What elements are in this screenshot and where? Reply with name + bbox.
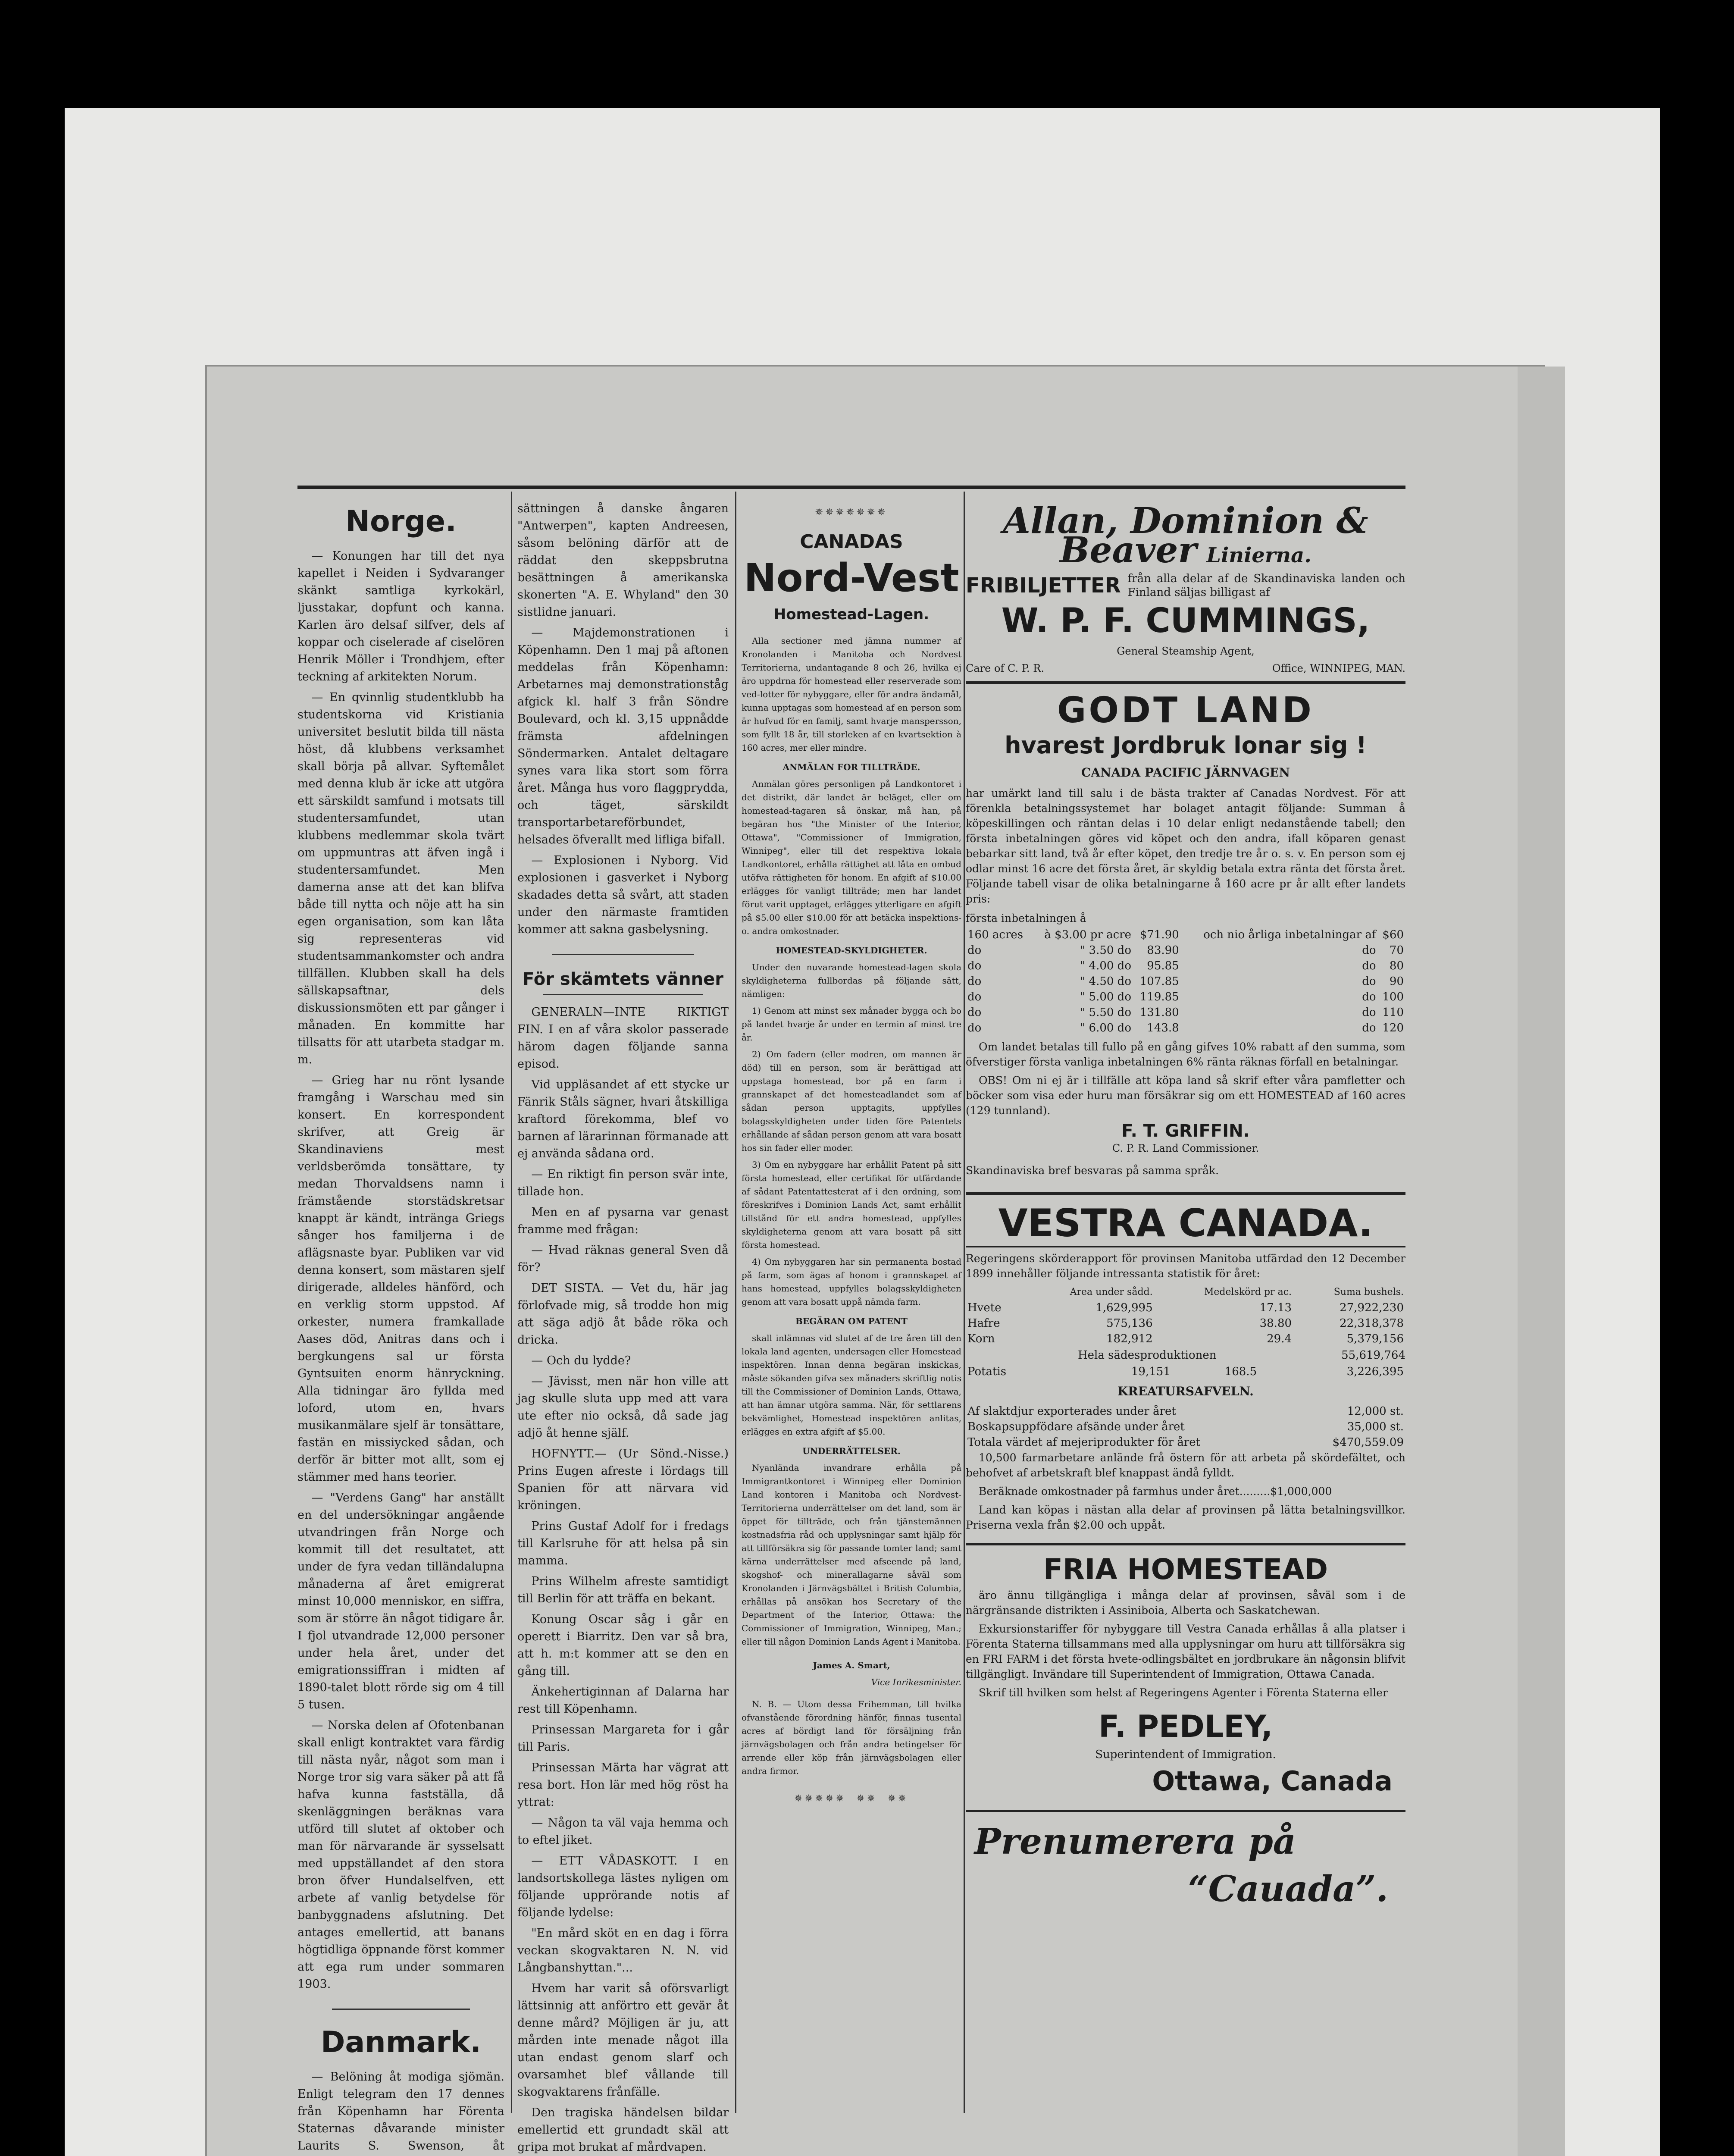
joke-paragraph: Änkehertiginnan af Dalarna har rest till Köpenhamn. xyxy=(517,1685,729,1716)
law-paragraph: 3) Om en nybyggare har erhållit Patent på sitt första homestead, eller certifikat för utfärdande af sådant Patentattesterat af i den ordning, som föreskrifves i Dominion Lands Act, samt erhållit tillstånd för ett andra homestead, uppfylles skyldigheterna genom att vara bosatt på sitt första homestead. xyxy=(742,1159,961,1250)
joke-paragraph: Prins Wilhelm afreste samtidigt till Berlin för att träffa en bekant. xyxy=(517,1575,729,1605)
table-cell: $71.90 xyxy=(1139,928,1179,941)
table-cell: 12,000 st. xyxy=(1347,1405,1404,1418)
ad-allan-linierna: Linierna. xyxy=(1206,543,1311,567)
joke-paragraph: Hvem har varit så oförsvarligt lättsinnig att anförtro ett gevär åt denne mård? Möjligen är ju, att mården inte menade något illa utan endast genom slarf och ovarsamhet blef vållande till skogvaktarens frånfälle. xyxy=(517,1982,729,2099)
article-paragraph: — En qvinnlig studentklubb ha studentskorna vid Kristiania universitet beslutit bilda till nästa höst, då klubbens verksamhet skall börja på allvar. Syftemålet med denna klub är icke att utgöra ett särskildt samfund i motsats till studentersamfundet, utan klubbens medlemmar skola tvärt om uppmuntras att äfven ingå i studentersamfundet. Men damerna anse att det kan blifva både till nytta och nöje att ha sin egen organisation, som kan låta sig representeras vid studentsammankomster och andra tillfällen. Klubben skall ha dels sällskapsaftnar, dels diskussionsmöten ett par gånger i månaden. En kommitte har tillsatts för att utarbeta stadgar m. m. xyxy=(297,691,504,1066)
article-paragraph: — Majdemonstrationen i Köpenhamn. Den 1 maj på aftonen meddelas från Köpenhamn: Arbetarnes maj demonstrationståg afgick kl. half 3 från Söndre Boulevard, och kl. 3,15 uppnådde främsta afdelningen Söndermarken. Antalet deltagare synes vara lika stort som förra året. Många hus voro flaggprydda, och täget, särskildt transportarbetareförbundet, helsades öfverallt med lifliga bifall. xyxy=(517,626,729,846)
divider xyxy=(552,954,694,955)
ad-godt-land-table-head: första inbetalningen å xyxy=(966,912,1086,924)
table-row xyxy=(966,1435,1405,1450)
table-cell: " 3.50 do xyxy=(1080,944,1131,957)
joke-paragraph: DET SISTA. — Vet du, här jag förlofvade mig, så trodde hon mig att säga adjö åt både röka och dricka. xyxy=(517,1282,729,1347)
column-rule xyxy=(735,492,736,2113)
table-cell: do xyxy=(1362,990,1376,1003)
table-cell: 3,226,395 xyxy=(1346,1365,1404,1378)
table-row xyxy=(966,1300,1405,1316)
joke-paragraph: "En mård sköt en en dag i förra veckan skogvaktaren N. N. vid Långbanshyttan."... xyxy=(517,1927,729,1974)
table-cell: 29.4 xyxy=(1267,1332,1292,1345)
table-cell: 182,912 xyxy=(1106,1332,1153,1345)
law-paragraph: N. B. — Utom dessa Frihemman, till hvilka ofvanstående förordning hänför, finnas tusental acres af bördigt land för försäljning från järnvägsbolagen och från andra betingelser för arrende eller köp från järnvägsbolagen eller andra firmor. xyxy=(742,1699,961,1776)
article-paragraph: — Grieg har nu rönt lysande framgång i Warschau med sin konsert. En korrespondent skrifver, att Greig är Skandinaviens mest verldsberömda tonsättare, ty medan Thorvaldsens namn i främstående storstädskretsar knappt är kändt, intränga Griegs sånger hos familjerna i de aflägsnaste byar. Publiken var vid denna konsert, som mästaren sjelf dirigerade, alldeles hänförd, och en verklig storm uppstod. Af orkester, numera framkallade Aases död, Anitras dans och i bergkungens sal ur första Gyntsuiten enorm hänryckning. Alla tidningar äro fyllda med loford, utom en, hvars musikanmälare sjelf är tonsättare, fastän en missiycked sådan, och derför är bitter mot allt, som ej stämmer med hans teorier. xyxy=(297,1074,504,1484)
table-cell: à $3.00 pr acre xyxy=(1044,928,1131,941)
article-paragraph: — Explosionen i Nyborg. Vid explosionen i gasverket i Nyborg skadades detta så svårt, att staden under den närmaste framtiden kommer att sakna gasbelysning. xyxy=(517,854,729,936)
table-cell: 1,629,995 xyxy=(1095,1301,1153,1314)
ad-allan-lead xyxy=(966,572,1405,599)
law-heading: ANMÄLAN FOR TILLTRÄDE. xyxy=(782,762,920,772)
column-norge xyxy=(297,500,504,2153)
ad-allan-agent-name: W. P. F. CUMMINGS, xyxy=(1001,602,1370,640)
section-title-norge: Norge. xyxy=(345,505,457,539)
table-cell: 107.85 xyxy=(1139,975,1179,988)
table-cell: do xyxy=(967,975,982,988)
joke-paragraph: Konung Oscar såg i går en operett i Biarritz. Den var så bra, att h. m:t kommer att se den en gång till. xyxy=(517,1613,729,1678)
table-cell: do xyxy=(1362,944,1376,957)
law-paragraph: Under den nuvarande homestead-lagen skola skyldigheterna fullbordas på följande sätt, nämligen: xyxy=(742,962,961,999)
table-cell: 17.13 xyxy=(1259,1301,1292,1314)
joke-paragraph: Men en af pysarna var genast framme med frågan: xyxy=(517,1206,729,1236)
ad-fria-name: F. PEDLEY, xyxy=(1099,1709,1273,1744)
article-paragraph: — Norska delen af Ofotenbanan skall enligt kontraktet vara färdig till nästa nyår, något som man i Norge tror sig vara säker på att få hafva kunna fastställa, då skenläggningen beräknas vara utförd till slutet af oktober och man för närvarande är sysselsatt med uppställandet af den stora bron öfver Hundalselfven, ett arbete af vanlig betydelse för banbyggnadens afslutning. Det antages emellertid, att banans högtidliga öppnande först kommer att ega rum under sommaren 1903. xyxy=(297,1719,504,1991)
ad-fria-paragraph: äro ännu tillgängliga i många delar af provinsen, såväl som i de närgränsande distrikten i Assiniboia, Alberta och Saskatchewan. xyxy=(966,1589,1405,1617)
article-paragraph: — "Verdens Gang" har anställt en del undersökningar angående utvandringen från Norge och kommit till det resultatet, att under de fyra vedan tilländalupna månaderna af året emigrerat minst 10,000 menniskor, en siffra, som är större än något tidigare år. I fjol utvandrade 12,000 personer under hela året, under det emigrationssiffran i midten af 1890-talet blott rörde sig om 4 till 5 tusen. xyxy=(297,1491,504,1711)
ad-allan-agent-role: General Steamship Agent, xyxy=(1117,645,1255,657)
divider xyxy=(543,994,703,995)
table-row xyxy=(966,1316,1405,1331)
table-cell: " 5.00 do xyxy=(1080,990,1131,1003)
table-cell: do xyxy=(1362,1006,1376,1019)
table-row xyxy=(966,1404,1405,1419)
harvest-total-value: 55,619,764 xyxy=(1341,1349,1405,1362)
ad-godt-land-footer: Skandinaviska bref besvaras på samma språk. xyxy=(966,1164,1219,1177)
table-cell: 95.85 xyxy=(1147,959,1179,972)
table-cell: " 4.00 do xyxy=(1080,959,1131,972)
joke-paragraph: — Jävisst, men när hon ville att jag skulle sluta upp med att vara ute efter nio också, då sade jag adjö åt henne själf. xyxy=(517,1375,729,1440)
column-advertisements xyxy=(966,500,1405,2122)
ad-vestra-title: VESTRA CANADA. xyxy=(998,1201,1373,1245)
table-cell: Totala värdet af mejeriprodukter för året xyxy=(967,1436,1201,1449)
column-rule xyxy=(964,492,965,2113)
ad-godt-land-sign: F. T. GRIFFIN. xyxy=(1121,1121,1250,1141)
ad-allan-address xyxy=(966,660,1405,677)
harvest-table xyxy=(966,1285,1405,1347)
article-paragraph: sättningen å danske ångaren "Antwerpen", kapten Andreesen, såsom belöning därför att de räddat den skeppsbrutna besättningen å amerikanska skonerten "A. E. Whyland" den 30 sistlidne januari. xyxy=(517,502,729,619)
ad-fria-paragraph: Skrif till hvilken som helst af Regeringens Agenter i Förenta Staterna eller xyxy=(979,1686,1388,1699)
table-cell: do xyxy=(967,944,982,957)
table-cell: 100 xyxy=(1382,990,1404,1003)
table-row xyxy=(966,958,1405,974)
table-row xyxy=(966,927,1405,943)
table-row xyxy=(966,1005,1405,1020)
ad-allan-office: Office, WINNIPEG, MAN. xyxy=(1272,662,1405,674)
potato-row xyxy=(966,1364,1405,1379)
table-row xyxy=(966,1331,1405,1347)
ad-prenumerera-line1: Prenumerera på xyxy=(974,1821,1296,1862)
article-paragraph: — Belöning åt modiga sjömän. Enligt telegram den 17 dennes från Köpenhamn har Förenta Staternas dåvarande minister Laurits S. Swenson, åt xyxy=(297,2070,504,2153)
joke-paragraph: Den tragiska händelsen bildar emellertid ett grundadt skäl att gripa mot brukat af mårdvapen. xyxy=(517,2106,729,2154)
ad-godt-land-sign-role: C. P. R. Land Commissioner. xyxy=(1112,1142,1259,1154)
table-cell: do xyxy=(1362,959,1376,972)
table-row xyxy=(966,943,1405,958)
table-cell: 35,000 st. xyxy=(1347,1420,1404,1433)
harvest-col-head: Sumа bushels. xyxy=(1333,1287,1404,1297)
table-cell: " 5.50 do xyxy=(1080,1006,1131,1019)
ornament-row: ✵✵✵✵✵ ✵✵ ✵✵ xyxy=(794,1790,909,1805)
ad-fria-place: Ottawa, Canada xyxy=(1152,1765,1393,1797)
law-paragraph: Nyanlända invandrare erhålla på Immigrantkontoret i Winnipeg eller Dominion Land kontoren i Manitoba och Nordvest-Territorierna underrättelser om det land, som är öppet för tillträde, och från tjänstemännen kostnadsfria råd och upplysningar samt hjälp för att tillförsäkra sig för passande tomter land; samt kärna underrättelser med afseende på land, skogshof- och minerallagarne såväl som Kronolanden i Järnvägsbältet i British Columbia, erhållas på ansökan hos Secretary of the Department of the Interior, Ottawa: the Commissioner of Immigration, Winnipeg, Man.; eller till någon Dominion Lands Agent i Manitoba. xyxy=(742,1463,961,1647)
table-row xyxy=(966,989,1405,1005)
table-cell: 83.90 xyxy=(1147,944,1179,957)
table-cell: 119.85 xyxy=(1139,990,1179,1003)
law-paragraph: 4) Om nybyggaren har sin permanenta bostad på farm, som ägas af honom i grannskapet af hans homestead, uppfylles bolagsskyldigheten genom att vara bosatt uppå nämda farm. xyxy=(742,1257,961,1307)
ad-godt-land-company: CANADA PACIFIC JÄRNVAGEN xyxy=(1081,765,1290,780)
table-cell: do xyxy=(967,1022,982,1034)
law-paragraph: skall inlämnas vid slutet af de tre åren till den lokala land agenten, undersagen eller Homestead inspektören. Innan denna begäran inskickas, måste sökanden gifva sex månaders skriftlig notis till the Commissioner of Dominion Lands, Ottawa, att han ämnar utgöra samma. När, för settlarens bekvämlighet, Homestead inspektören anlitas, erlägges en extra afgift af $5.00. xyxy=(742,1333,961,1437)
table-cell: 575,136 xyxy=(1106,1317,1153,1330)
article-paragraph: — Konungen har till det nya kapellet i Neiden i Sydvaranger skänkt samtliga kyrkokärl, ljusstakar, dopfunt och kanna. Karlen äro delsaf silfver, dels af koppar och ciselerade af ciselören Henrik Möller i Trondhjem, efter teckning af arkitekten Norum. xyxy=(297,549,504,683)
joke-paragraph: — En riktigt fin person svär inte, tillade hon. xyxy=(517,1168,729,1198)
table-cell: Af slaktdjur exporterades under året xyxy=(967,1405,1176,1418)
column-rule xyxy=(511,492,512,2113)
ad-subtitle: Homestead-Lagen. xyxy=(773,606,930,623)
ad-vestra-canada xyxy=(966,1192,1405,1532)
table-cell: 22,318,378 xyxy=(1340,1317,1404,1330)
ad-fria-role: Superintendent of Immigration. xyxy=(1095,1748,1276,1761)
table-cell: Potatis xyxy=(967,1365,1007,1378)
ornament-row: ✵✵✵✵✵✵✵ xyxy=(815,504,888,519)
joke-paragraph: Prins Gustaf Adolf for i fredags till Karlsruhe för att helsa på sin mamma. xyxy=(517,1520,729,1567)
ad-godt-land-note: OBS! Om ni ej är i tillfälle att köpa land så skrif efter våra pamfletter och böcker som visa eder huru man försäkrar sig om ett HOMESTEAD af 160 acres (129 tunnland). xyxy=(966,1074,1405,1117)
law-paragraph: 2) Om fadern (eller modren, om mannen är död) till en person, som är berättigad att uppstaga homestead, bor på en farm i grannskapet af det homesteadlandet som af sådan person upptagits, uppfylles bolagsskyldigheten under tiden före Patentets erhållande af sådan person genom att vara bosatt hos sin fader eller moder. xyxy=(742,1049,961,1153)
divider xyxy=(332,2009,470,2010)
table-cell: 110 xyxy=(1382,1006,1404,1019)
joke-paragraph: Prinsessan Märta har vägrat att resa bort. Hon lär med hög röst ha yttrat: xyxy=(517,1761,729,1809)
law-paragraph: 1) Genom att minst sex månader bygga och bo på landet hvarje år under en termin af minst tre år. xyxy=(742,1006,961,1043)
table-cell: Hafre xyxy=(967,1317,1000,1330)
harvest-total xyxy=(966,1347,1405,1364)
law-heading: HOMESTEAD-SKYLDIGHETER. xyxy=(776,945,927,956)
ad-allan-title-line2 xyxy=(966,530,1405,571)
table-row xyxy=(966,974,1405,989)
joke-paragraph: GENERALN—INTE RIKTIGT FIN. I en af våra skolor passerade härom dagen följande sanna episod. xyxy=(517,1006,729,1071)
ad-vestra-paragraph: 10,500 farmarbetare anlände frå östern för att arbeta på skördefältet, och behofvet af arbetskraft blef knappast ändå fylldt. xyxy=(966,1451,1405,1479)
law-heading: UNDERRÄTTELSER. xyxy=(802,1446,901,1456)
law-paragraph: Anmälan göres personligen på Landkontoret i det distrikt, där landet är beläget, eller om homestead-tagaren så önskar, må han, på begäran hos "the Minister of the Interior, Ottawa", "Commissioner of Immigration, Winnipeg", eller till det respektiva lokala Landkontoret, erhålla rättighet att låta en ombud utöfva rättigheten för honom. En afgift af $10.00 erlägges för vanligt tillträde; men har landet förut varit upptaget, erlägges ytterligare en afgift på $5.00 eller $10.00 för att betäcka inspektions- o. andra omkostnader. xyxy=(742,779,961,936)
ad-vestra-paragraph: Beräknade omkostnader på farmhus under året.........$1,000,000 xyxy=(979,1485,1332,1498)
ad-prenumerera xyxy=(966,1810,1405,1913)
table-cell: 168.5 xyxy=(1224,1365,1257,1378)
joke-paragraph: — Och du lydde? xyxy=(531,1354,631,1367)
ad-allan-beaver: Beaver xyxy=(1060,530,1197,571)
ad-godt-land xyxy=(966,681,1405,1179)
signature-name: James A. Smart, xyxy=(813,1660,890,1670)
table-cell: 27,922,230 xyxy=(1340,1301,1404,1314)
section-title-danmark: Danmark. xyxy=(320,2025,482,2059)
table-cell: $60 xyxy=(1382,928,1404,941)
joke-paragraph: HOFNYTT.— (Ur Sönd.-Nisse.) Prins Eugen afreste i lördags till Spanien för att närvara vid kröningen. xyxy=(517,1447,729,1512)
table-cell: do xyxy=(967,990,982,1003)
ad-vestra-intro: Regeringens skörderapport för provinsen Manitoba utfärdad den 12 December 1899 innehåller följande intressanta statistik för året: xyxy=(966,1246,1405,1281)
table-cell: 131.80 xyxy=(1139,1006,1179,1019)
ad-godt-land-text: har umärkt land till salu i de bästa trakter af Canadas Nordvest. För att förenkla betalningssystemet har bolaget antagit följande: Summan å köpeskillingen och räntan delas i 10 delar enligt nedanstående tabell; den första inbetalningen göres vid köpet och den andra, ifall köparen genast bebarkar sitt land, två år efter köpet, den tredje tre år o. s. v. En person som ej odlar minst 16 acre det första året, är skyldig betala extra ränta det första året. Följande tabell visar de olika betalningarne å 160 acre pr år allt efter landets pris: xyxy=(966,787,1405,905)
table-cell: " 4.50 do xyxy=(1080,975,1131,988)
livestock-table xyxy=(966,1404,1405,1450)
table-cell: 70 xyxy=(1389,944,1404,957)
table-cell: 80 xyxy=(1389,959,1404,972)
ad-allan-lead-text: från alla delar af de Skandinaviska landen och Finland säljas billigast af xyxy=(1127,572,1405,599)
price-table xyxy=(966,927,1405,1036)
ad-godt-land-note: Om landet betalas till fullo på en gång gifves 10% rabatt af den summa, som öfverstiger första vanliga inbetalningen 6% ränta räknas förfall en betalningar. xyxy=(966,1040,1405,1068)
section-title-jokes: För skämtets vänner xyxy=(523,969,723,989)
joke-paragraph: — ETT VÅDASKOTT. I en landsortskollega lästes nyligen om följande upprörande notis af följande lydelse: xyxy=(517,1854,729,1919)
harvest-col-head: Area under sådd. xyxy=(1070,1287,1153,1297)
table-cell: 38.80 xyxy=(1259,1317,1292,1330)
table-cell: 160 acres xyxy=(967,928,1023,941)
page-edge xyxy=(1518,367,1565,2156)
ad-godt-land-sub: hvarest Jordbruk lonar sig ! xyxy=(1005,732,1367,759)
table-cell: do xyxy=(1362,1022,1376,1034)
ad-vestra-paragraph: Land kan köpas i nästan alla delar af provinsen på lätta betalningsvillkor. Priserna vexla från $2.00 och uppåt. xyxy=(966,1504,1405,1531)
table-row xyxy=(966,1020,1405,1036)
table-cell: 120 xyxy=(1382,1022,1404,1034)
ad-allan-title: Allan, Dominion & xyxy=(1003,500,1368,542)
table-cell: Hvete xyxy=(967,1301,1002,1314)
table-cell: 90 xyxy=(1389,975,1404,988)
table-cell: Korn xyxy=(967,1332,995,1345)
column-news-jokes xyxy=(517,500,729,2154)
table-cell: och nio årliga inbetalningar af xyxy=(1203,928,1376,941)
ad-godt-land-title: GODT LAND xyxy=(1057,690,1314,731)
table-cell: do xyxy=(1362,975,1376,988)
table-cell: $470,559.09 xyxy=(1332,1436,1404,1449)
joke-paragraph: — Hvad räknas general Sven då för? xyxy=(517,1244,729,1274)
table-cell: do xyxy=(967,1006,982,1019)
ad-title-big: Nord-Vest xyxy=(744,555,959,601)
ad-fria-homestead xyxy=(966,1543,1405,1799)
table-cell: 143.8 xyxy=(1147,1022,1179,1034)
ad-allan-lead-word: FRIBILJETTER xyxy=(966,573,1121,598)
table-cell: " 6.00 do xyxy=(1080,1022,1131,1034)
joke-paragraph: — Någon ta väl vaja hemma och to eftel jiket. xyxy=(517,1816,729,1847)
table-row xyxy=(966,1419,1405,1435)
ad-prenumerera-line2: “Cauada”. xyxy=(1188,1868,1388,1910)
law-paragraph: Alla sectioner med jämna nummer af Kronolanden i Manitoba och Nordvest Territorierna, undantagande 8 och 26, hvilka ej äro uppdrna för homestead eller reserverade som ved-lotter för nybyggare, eller för andra ändamål, kunna upptagas som homestead af en person som är hufvud för en familj, samt hvarje manspersson, som fyllt 18 år, till storleken af en kvartsektion à 160 acres, mer eller mindre. xyxy=(742,636,961,753)
ad-allan-care: Care of C. P. R. xyxy=(966,662,1044,674)
table-cell: Boskapsuppfödare afsände under året xyxy=(967,1420,1185,1433)
table-cell: 5,379,156 xyxy=(1346,1332,1404,1345)
column-homestead-law xyxy=(742,500,961,2122)
ad-fria-paragraph: Exkursionstariffer för nybyggare till Vestra Canada erhållas å alla platser i Förenta Staterna tillsammans med alla upplysningar om huru att tillförsäkra sig en FRI FARM i det första hvete-odlingsbältet en jordbrukare än någonsin blifvit tillgängligt. Invändare till Superintendent of Immigration, Ottawa Canada. xyxy=(966,1623,1405,1680)
top-rule xyxy=(297,486,1405,489)
ad-title-small: CANADAS xyxy=(800,531,903,553)
signature-title: Vice Inrikesminister. xyxy=(871,1677,961,1687)
harvest-col-head: Medelskörd pr ac. xyxy=(1204,1287,1292,1297)
law-heading: BEGÄRAN OM PATENT xyxy=(795,1316,908,1326)
harvest-total-label: Hela sädesproduktionen xyxy=(1078,1349,1217,1362)
table-cell: 19,151 xyxy=(1131,1365,1171,1378)
livestock-heading: KREATURSAFVELN. xyxy=(1117,1384,1254,1398)
joke-paragraph: Prinsessan Margareta for i går till Paris. xyxy=(517,1723,729,1754)
ad-fria-title: FRIA HOMESTEAD xyxy=(1043,1553,1328,1586)
joke-paragraph: Vid uppläsandet af ett stycke ur Fänrik Ståls sägner, hvari åtskilliga kraftord förekomma, blef vo barnen af lärarinnan förmanade att ej använda sådana ord. xyxy=(517,1078,729,1160)
table-cell: do xyxy=(967,959,982,972)
